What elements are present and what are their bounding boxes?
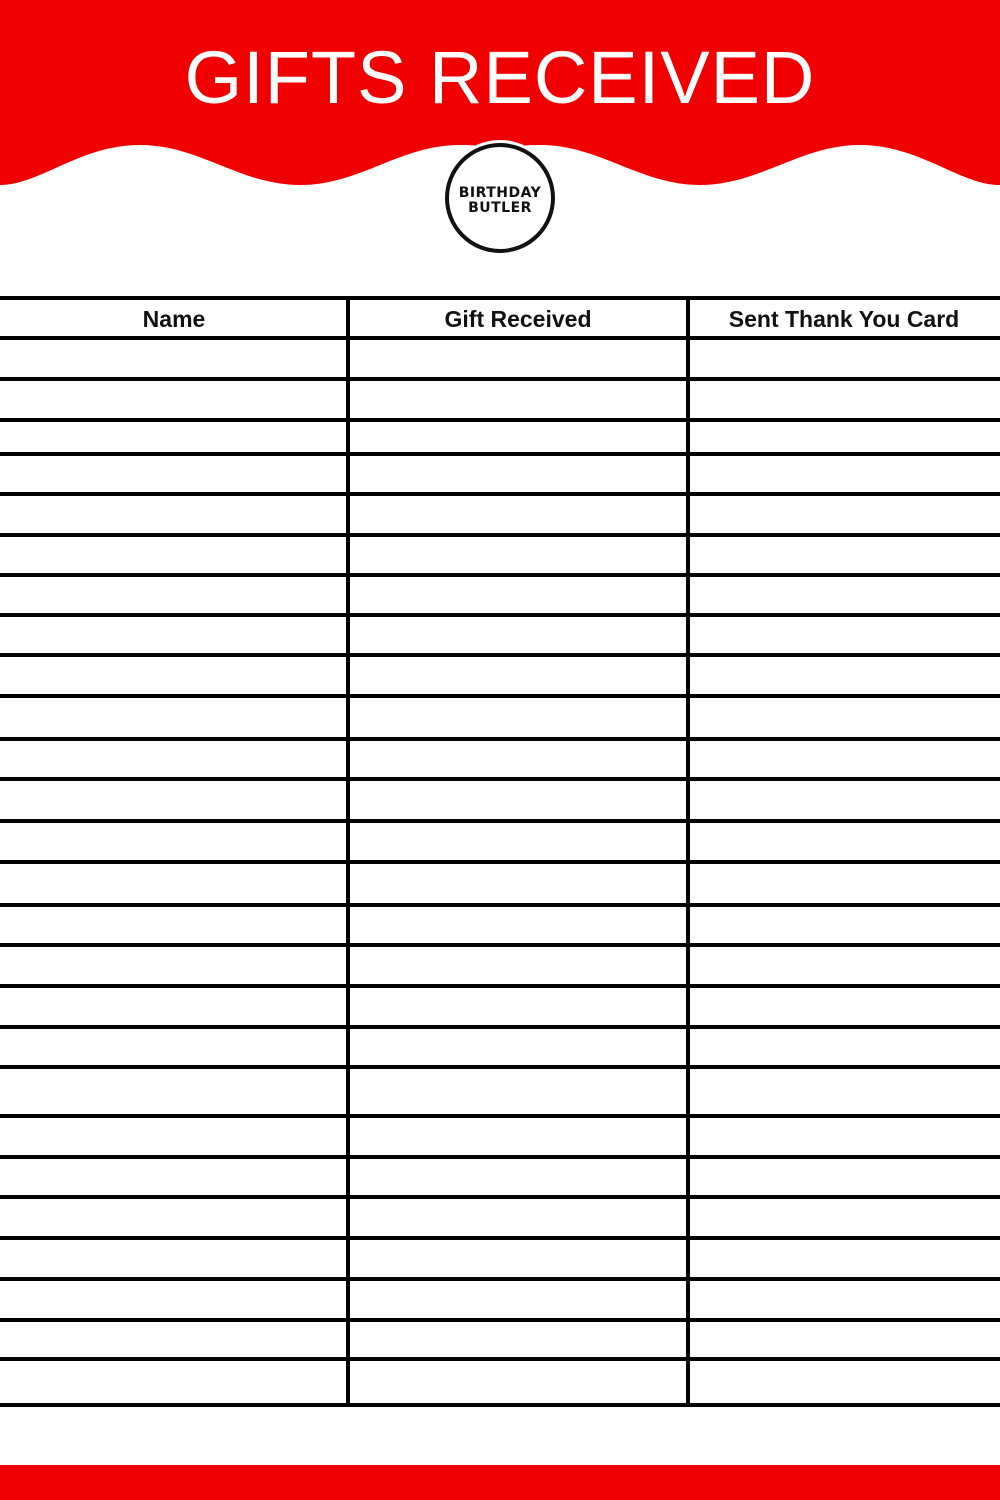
column-header-sent-thank-you-card: Sent Thank You Card — [728, 306, 960, 332]
logo-text-line-2: BUTLER — [468, 200, 532, 216]
logo-text-line-1: BIRTHDAY — [458, 185, 542, 201]
column-header-gift-received: Gift Received — [444, 306, 592, 332]
footer-bar — [0, 1465, 1000, 1500]
column-header-name: Name — [142, 306, 206, 332]
page-title: GIFTS RECEIVED — [184, 36, 816, 119]
